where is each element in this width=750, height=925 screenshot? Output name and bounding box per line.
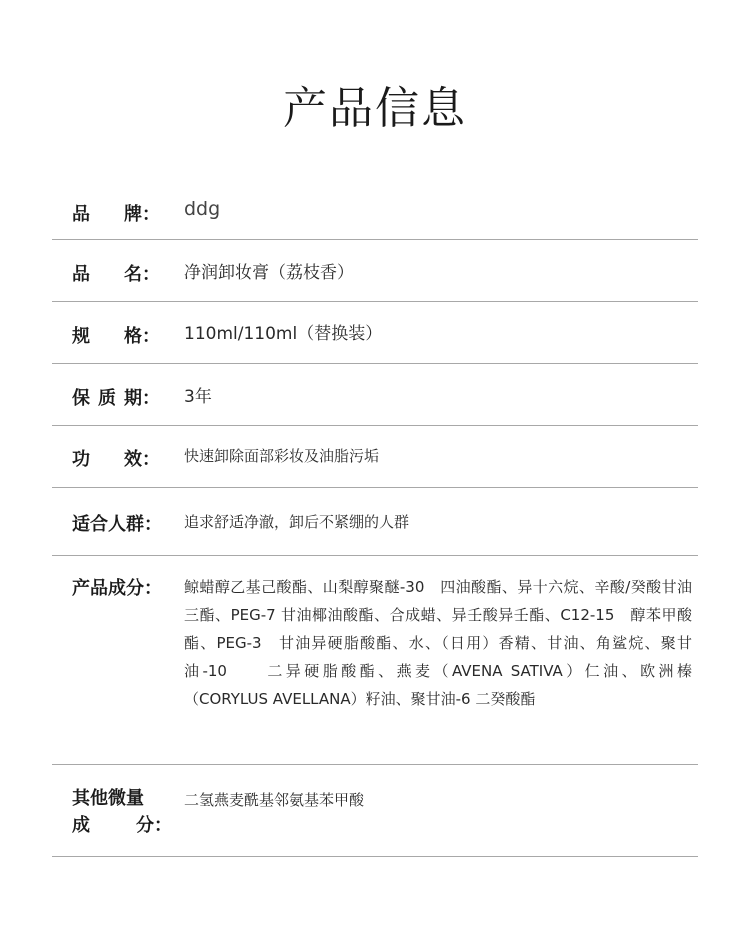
row-label: 功 效： xyxy=(72,449,160,470)
info-row-trace-ingredients xyxy=(52,765,698,857)
row-value: 追求舒适净澈，卸后不紧绷的人群 xyxy=(184,513,410,531)
row-label: 产品成分： xyxy=(72,578,162,599)
row-label: 品 牌： xyxy=(72,204,160,225)
info-row-brand xyxy=(52,190,698,240)
row-label: 品 名： xyxy=(72,264,160,285)
row-value: 3年 xyxy=(184,387,212,407)
row-label xyxy=(72,785,172,839)
row-label-line2: 成 分： xyxy=(72,815,172,836)
info-row-efficacy xyxy=(52,426,698,488)
row-label: 保 质 期： xyxy=(72,388,160,409)
info-row-audience xyxy=(52,488,698,556)
page-title: 产品信息 xyxy=(283,83,467,134)
info-row-ingredients xyxy=(52,556,698,765)
row-value: ddg xyxy=(184,198,221,220)
info-row-spec xyxy=(52,302,698,364)
row-value: 净润卸妆膏（荔枝香） xyxy=(184,263,354,283)
row-label: 适合人群： xyxy=(72,514,162,535)
row-value: 快速卸除面部彩妆及油脂污垢 xyxy=(184,447,380,465)
info-row-shelf-life xyxy=(52,364,698,426)
row-value: 鲸蜡醇乙基己酸酯、山梨醇聚醚-30 四油酸酯、异十六烷、辛酸/癸酸甘油三酯、PEG-7 甘油椰油酸酯、合成蜡、异壬酸异壬酯、C12-15 醇苯甲酸酯、PEG-3 甘油异硬脂酸酯、水、（日用）香精、甘油、角鲨烷、聚甘油-10 二异硬脂酸酯、燕麦（AVENA SATIVA）仁油、欧洲榛（CORYLUS AVELLANA）籽油、聚甘油-6 二癸酸酯 xyxy=(184,578,692,708)
row-value: 110ml/110ml（替换装） xyxy=(184,324,383,344)
info-row-name xyxy=(52,240,698,302)
row-label: 规 格： xyxy=(72,326,160,347)
row-value: 二氢燕麦酰基邻氨基苯甲酸 xyxy=(184,791,365,809)
row-label-line1: 其他微量 xyxy=(72,788,144,809)
